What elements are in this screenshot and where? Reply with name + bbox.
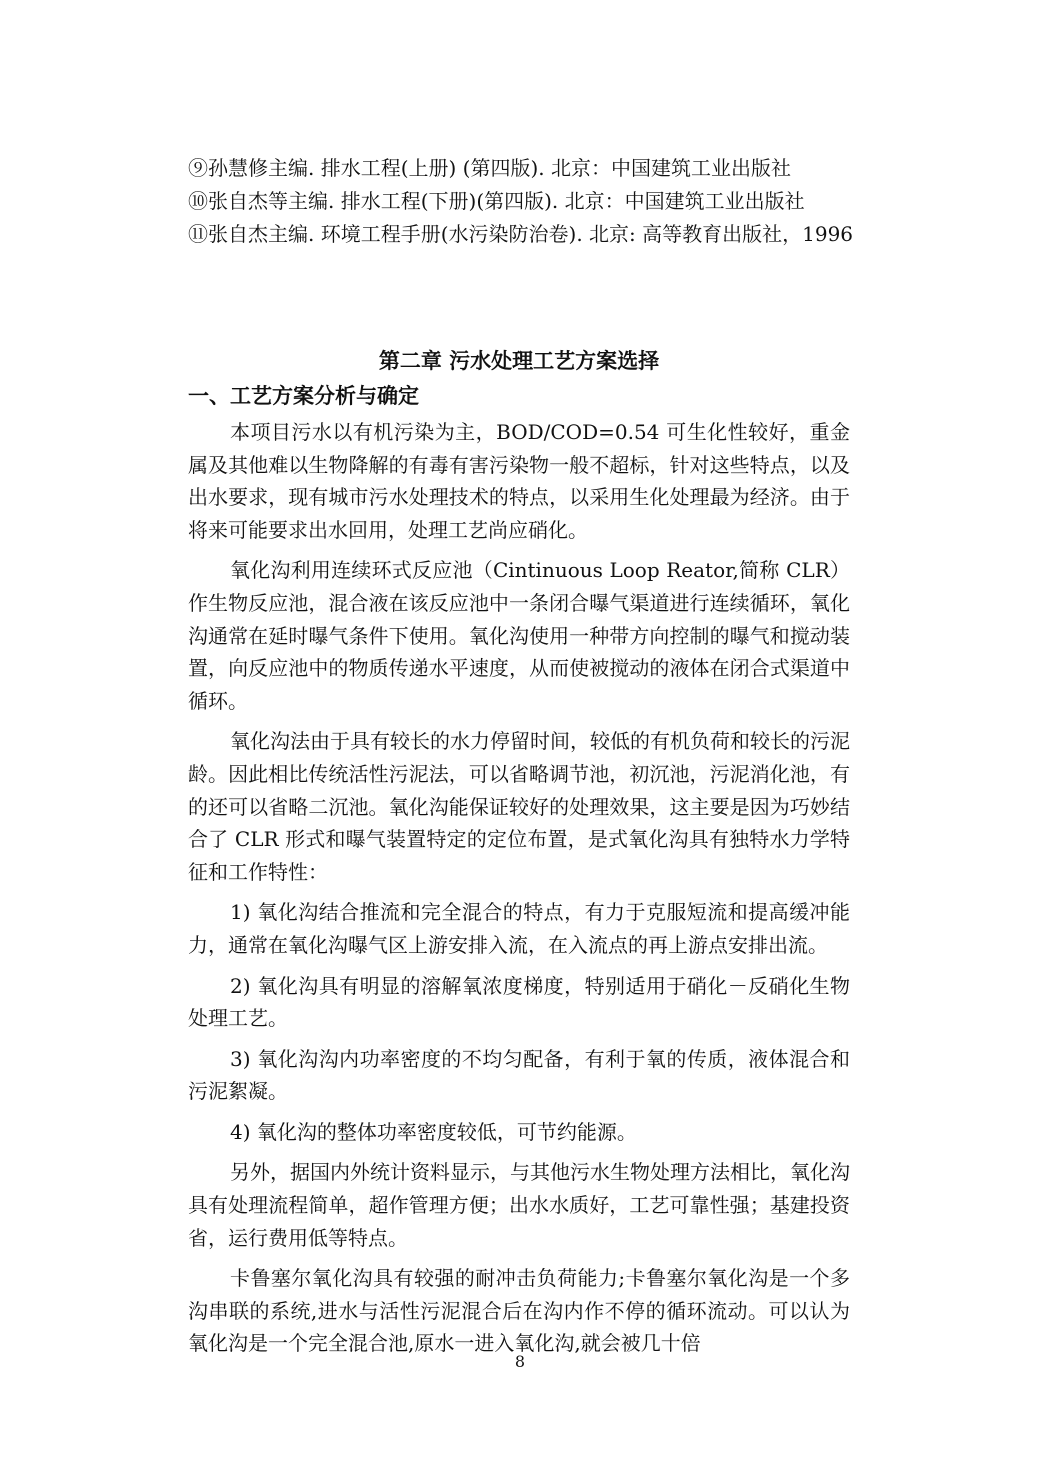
chapter-title: 第二章 污水处理工艺方案选择 [378, 348, 660, 373]
list-paragraph: 1) 氧化沟结合推流和完全混合的特点，有力于克服短流和提高缓冲能力，通常在氧化沟曝气区上游安排入流，在入流点的再上游点安排出流。 [188, 900, 850, 957]
reference-item: ⑨孙慧修主编. 排水工程(上册) (第四版). 北京：中国建筑工业出版社 [188, 156, 791, 180]
reference-item: ⑩张自杰等主编. 排水工程(下册)(第四版). 北京：中国建筑工业出版社 [188, 189, 805, 213]
paragraph: 卡鲁塞尔氧化沟具有较强的耐冲击负荷能力;卡鲁塞尔氧化沟是一个多沟串联的系统,进水与活性污泥混合后在沟内作不停的循环流动。可以认为氧化沟是一个完全混合池,原水一进入氧化沟,就会被几十倍 [188, 1266, 850, 1356]
section-heading: 一、工艺方案分析与确定 [188, 383, 419, 408]
list-paragraph: 3) 氧化沟沟内功率密度的不均匀配备，有利于氧的传质，液体混合和污泥絮凝。 [188, 1046, 850, 1104]
chapter-body [188, 379, 850, 1360]
paragraph: 本项目污水以有机污染为主，BOD/COD=0.54 可生化性较好，重金属及其他难以生物降解的有毒有害污染物一般不超标，针对这些特点，以及出水要求，现有城市污水处理技术的特点，以采用生化处理最为经济。由于将来可能要求出水回用，处理工艺尚应硝化。 [188, 420, 850, 542]
list-paragraph: 4) 氧化沟的整体功率密度较低，可节约能源。 [230, 1119, 637, 1144]
paragraph: 另外，据国内外统计资料显示，与其他污水生物处理方法相比，氧化沟具有处理流程简单，超作管理方便；出水水质好，工艺可靠性强；基建投资省，运行费用低等特点。 [188, 1160, 850, 1250]
reference-list [188, 152, 860, 251]
paragraph: 氧化沟利用连续环式反应池（Cintinuous Loop Reator,简称 CLR）作生物反应池，混合液在该反应池中一条闭合曝气渠道进行连续循环，氧化沟通常在延时曝气条件下使用。氧化沟使用一种带方向控制的曝气和搅动装置，向反应池中的物质传递水平速度，从而使被搅动的液体在闭合式渠道中循环。 [188, 558, 850, 713]
list-paragraph: 2) 氧化沟具有明显的溶解氧浓度梯度，特别适用于硝化－反硝化生物处理工艺。 [188, 973, 850, 1031]
page-number: 8 [514, 1352, 526, 1371]
reference-item: ⑪张自杰主编. 环境工程手册(水污染防治卷). 北京: 高等教育出版社，1996 [188, 222, 854, 246]
paragraph: 氧化沟法由于具有较长的水力停留时间，较低的有机负荷和较长的污泥龄。因此相比传统活性污泥法，可以省略调节池，初沉池，污泥消化池，有的还可以省略二沉池。氧化沟能保证较好的处理效果，这主要是因为巧妙结合了 CLR 形式和曝气装置特定的定位布置，是式氧化沟具有独特水力学特征和工作特性： [188, 729, 850, 884]
